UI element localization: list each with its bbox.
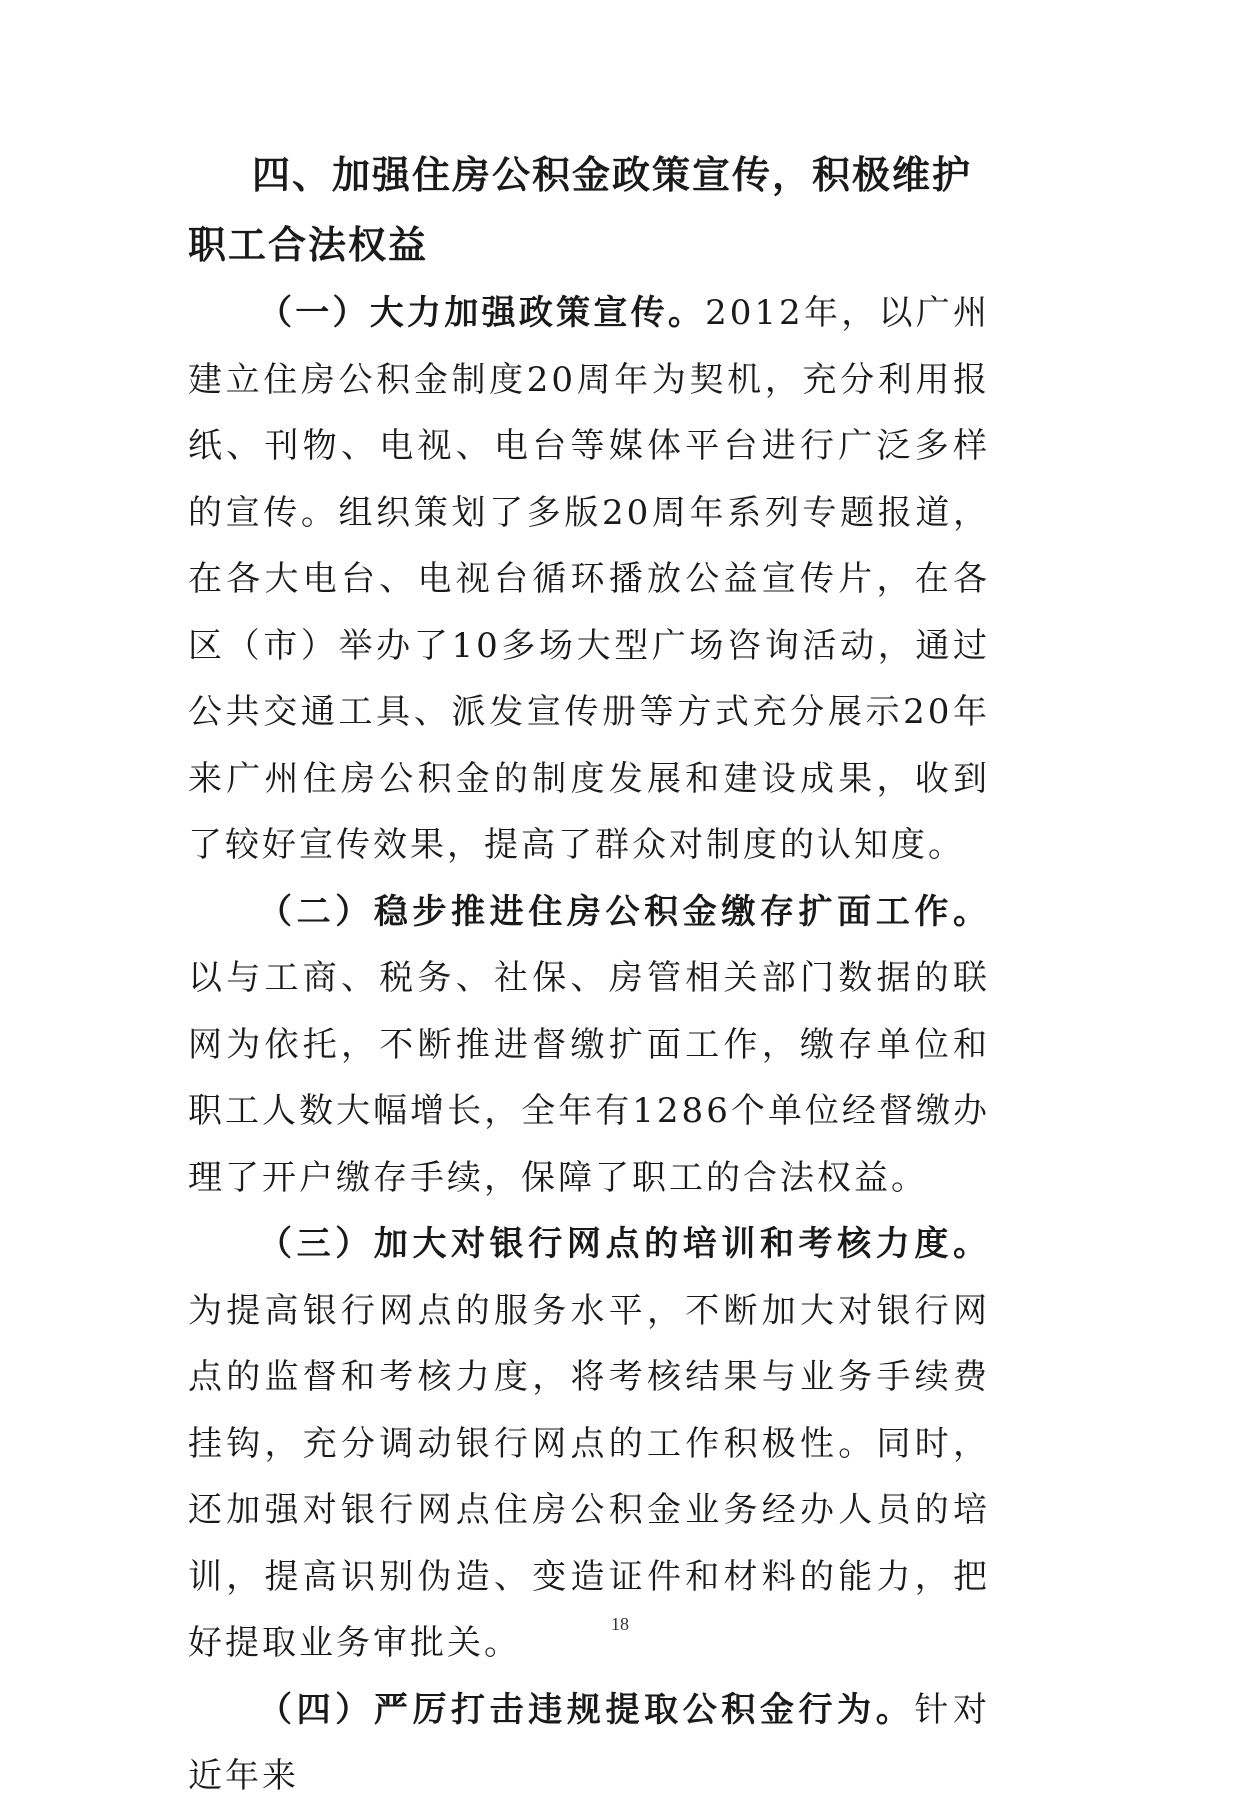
- section-heading: 四、加强住房公积金政策宣传，积极维护职工合法权益: [188, 152, 973, 267]
- document-page: [188, 140, 990, 1810]
- paragraph-2-subheading: （二）稳步推进住房公积金缴存扩面工作。: [258, 891, 990, 932]
- paragraph-3-body: 为提高银行网点的服务水平，不断加大对银行网点的监督和考核力度，将考核结果与业务手续费挂钩，充分调动银行网点的工作积极性。同时，还加强对银行网点住房公积金业务经办人员的培训，提高识别伪造、变造证件和材料的能力，把好提取业务审批关。: [188, 1290, 990, 1663]
- paragraph-1-body: 2012年，以广州建立住房公积金制度20周年为契机，充分利用报纸、刊物、电视、电台等媒体平台进行广泛多样的宣传。组织策划了多版20周年系列专题报道，在各大电台、电视台循环播放公益宣传片，在各区（市）举办了10多场大型广场咨询活动，通过公共交通工具、派发宣传册等方式充分展示20年来广州住房公积金的制度发展和建设成果，收到了较好宣传效果，提高了群众对制度的认知度。: [188, 293, 990, 865]
- paragraph-3-subheading: （三）加大对银行网点的培训和考核力度。: [258, 1224, 990, 1264]
- paragraph-4-subheading: （四）严厉打击违规提取公积金行为。: [258, 1689, 915, 1730]
- paragraph-4-body: 针对近年来: [188, 1689, 991, 1796]
- paragraph-1: [188, 280, 990, 879]
- paragraph-2: [188, 879, 990, 1212]
- paragraph-3: [188, 1211, 990, 1677]
- paragraph-1-subheading: （一）大力加强政策宣传。: [258, 293, 706, 333]
- paragraph-4: [188, 1677, 990, 1810]
- page-number: 18: [611, 1614, 629, 1634]
- paragraph-2-body: 以与工商、税务、社保、房管相关部门数据的联网为依托，不断推进督缴扩面工作，缴存单位和职工人数大幅增长，全年有1286个单位经督缴办理了开户缴存手续，保障了职工的合法权益。: [188, 958, 990, 1198]
